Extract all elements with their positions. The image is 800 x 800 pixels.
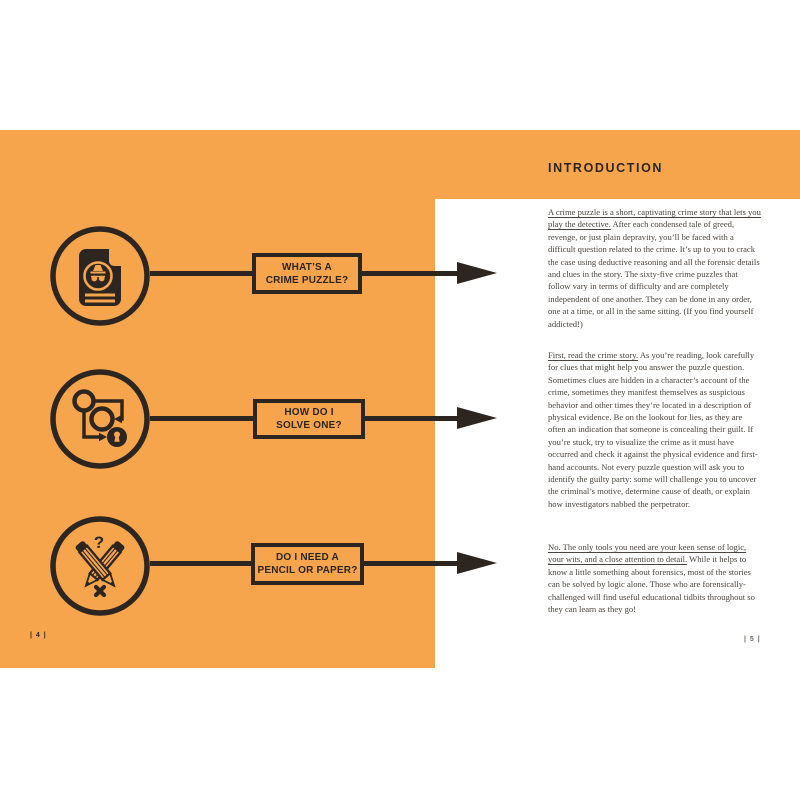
paragraph-body-text: After each condensed tale of greed, revenge, or just plain depravity, you’ll be faced with a difficult question related to the crime. It’s up to you to crack the case using deductive reasoning and all the forensic details and clues in the story. The sixty-five crime puzzles that follow vary in terms of difficulty and are completely independent of one another. They can be done in any order, one at a time, or all in the same sitting. (If you find yourself addicted!) <box>548 219 760 329</box>
arrow-head-icon <box>457 552 497 574</box>
callout-label-line: HOW DO I <box>284 407 334 418</box>
right-page-number: | 5 | <box>744 636 761 643</box>
arrow-head-icon <box>457 262 497 284</box>
callout-label-line: WHAT’S A <box>282 261 332 273</box>
detective-dossier-icon <box>48 224 152 328</box>
underlined-lead-sentence: No. The only tools you need are your keen sense of logic, your wits, and a close attention to detail. <box>548 542 747 565</box>
paragraph-body-text: While it helps to know a little something about forensics, most of the stories can be solved by logic alone. Those who are forensically-challenged will find useful educational tidbits throughout so they can learn as they go! <box>548 554 755 615</box>
callout-whats-a-crime-puzzle <box>252 253 362 294</box>
underlined-lead-sentence: A crime puzzle is a short, captivating crime story that lets you play the detective. <box>548 207 761 230</box>
callout-pencil-or-paper <box>251 543 364 585</box>
underlined-lead-sentence: First, read the crime story. <box>548 350 639 360</box>
svg-text:?: ? <box>93 533 105 552</box>
left-page-number: | 4 | <box>30 632 47 639</box>
crossed-pencils-icon <box>48 514 152 618</box>
intro-paragraph-3 <box>548 541 762 615</box>
arrow-head-icon <box>457 407 497 429</box>
callout-label-line: SOLVE ONE? <box>276 420 342 431</box>
flowchart-keyhole-icon <box>48 367 152 471</box>
callout-label-line: DO I NEED A <box>276 552 339 563</box>
callout-label-line: CRIME PUZZLE? <box>265 274 349 286</box>
callout-label-line: PENCIL OR PAPER? <box>257 565 358 576</box>
callout-how-do-i-solve-one <box>253 399 365 439</box>
intro-paragraph-2 <box>548 349 762 510</box>
page-title: INTRODUCTION <box>548 161 664 175</box>
intro-paragraph-1 <box>548 206 762 330</box>
paragraph-body-text: As you’re reading, look carefully for clues that might help you answer the puzzle question. Sometimes clues are hidden in a character’s account of the crime, sometimes they manifest themselves as suspicious behavior and other times they’re located in a description of physical evidence. Be on the lookout for lies, as they are often an indication that someone is concealing their guilt. If you’re stuck, try to visualize the crime as it must have occurred and check it against the physical evidence and first-hand accounts. Not every puzzle question will ask you to identify the guilty party: some will challenge you to uncover the criminal’s motive, determine cause of death, or explain how investigators nabbed the perpetrator. <box>548 350 758 509</box>
